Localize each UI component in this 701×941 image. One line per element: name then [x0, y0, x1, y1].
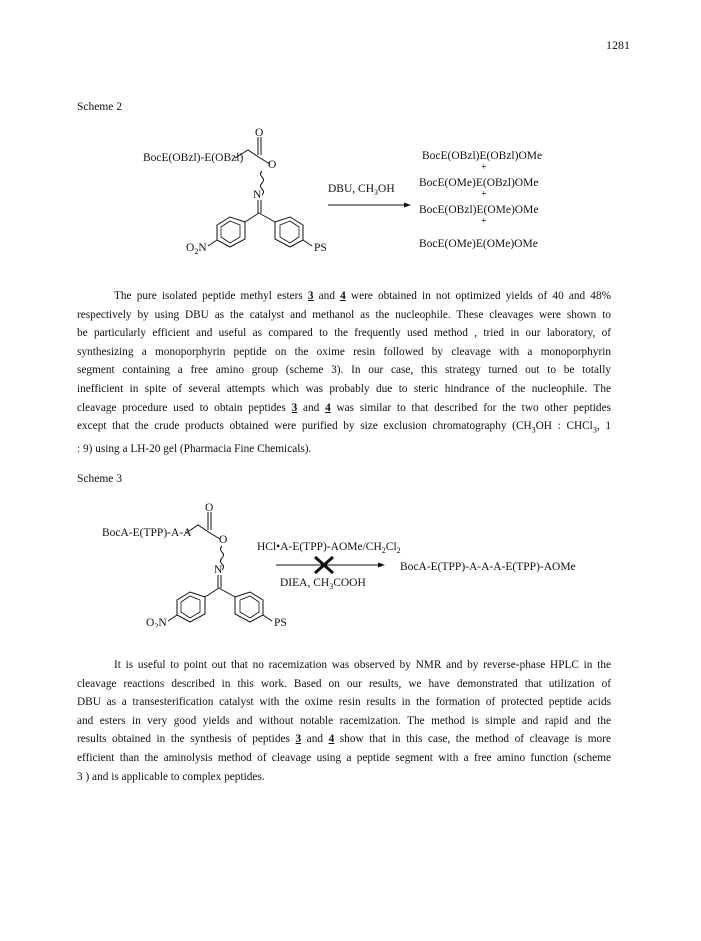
paragraph-1: [77, 287, 611, 459]
paragraph-1-line-1: The pure isolated peptide methyl esters 3 and 4 were obtained in not optimized yields of 40 and 48%: [114, 290, 612, 302]
scheme-2-reagents: DBU, $CH_3OH$: [328, 183, 395, 197]
paragraph-2-line: cleavage reactions described in this work. Based on our results, we have demonstrated that utilization of: [77, 677, 611, 690]
paragraph-1-line: : 9) using a LH-20 gel (Pharmacia Fine Chemicals).: [77, 443, 312, 455]
scheme-3-ester-o: O: [219, 534, 228, 546]
paragraph-1-line: be particularly efficient and useful as compared to the frequently used method , tried in our laboratory, of: [77, 327, 611, 340]
paragraph-2-line: efficient than the aminolysis method of cleavage using a peptide segment with a free amino function (scheme: [77, 751, 611, 764]
scheme-2-reactant-label: BocE(OBzl)-E(OBzl): [143, 152, 244, 164]
scheme-2-product-4: BocE(OMe)E(OMe)OMe: [419, 238, 538, 250]
scheme-3-title: Scheme 3: [77, 473, 123, 485]
paragraph-2-line-5: results obtained in the synthesis of peptides 3 and 4 show that in this case, the method of cleavage is more: [77, 733, 611, 746]
paragraph-1-line: synthesizing a monoporphyrin peptide on the oxime resin followed by cleavage with a monoporphyrin: [77, 345, 611, 358]
paragraph-1-line-7: cleavage procedure used to obtain peptides 3 and 4 was similar to that described for the two other peptides: [77, 401, 611, 414]
scheme-2-oxime-n: N: [253, 189, 262, 201]
scheme-2-product-3: BocE(OBzl)E(OMe)OMe: [419, 204, 539, 216]
paragraph-1-line-8: except that the crude products obtained were purified by size exclusion chromatography ($CH_3OH$ : CHCl$_3$, 1: [77, 420, 611, 435]
paragraph-2: [77, 656, 611, 786]
scheme-3-nitro-label: $O_2N$: [146, 617, 167, 628]
scheme-2-diagram: [0, 125, 701, 255]
scheme-3-oxime-n: N: [214, 564, 223, 576]
scheme-2-plus-2: +: [481, 189, 487, 200]
paragraph-1-line: segment containing a free amino group (scheme 3). In our case, this strategy turned out to be totally: [77, 364, 611, 377]
scheme-2-product-2: BocE(OMe)E(OBzl)OMe: [419, 177, 539, 189]
paragraph-1-line: inefficient in spite of several attempts which was probably due to steric hindrance of the nucleophile. The: [77, 382, 611, 395]
scheme-3-resin-label: PS: [274, 617, 287, 628]
scheme-3-carbonyl-o: O: [205, 502, 214, 514]
page-number: 1281: [606, 38, 630, 52]
scheme-3-reactant-label: BocA-E(TPP)-A-A: [102, 527, 192, 539]
paragraph-2-line: DBU as a transesterification catalyst with the oxime resin results in the formation of protected peptide acids: [77, 696, 611, 709]
scheme-2-nitro-label: $O_2N$: [186, 242, 207, 255]
scheme-2-plus-1: +: [481, 162, 487, 173]
paragraph-1-line: respectively by using DBU as the catalyst and methanol as the nucleophile. These cleavages were shown to: [77, 308, 611, 321]
scheme-3-reagent-bottom: DIEA, $CH_3COOH$: [280, 577, 366, 591]
scheme-2-resin-label: PS: [314, 242, 327, 254]
scheme-2-product-1: BocE(OBzl)E(OBzl)OMe: [422, 150, 543, 162]
scheme-2-ester-o: O: [268, 159, 277, 171]
scheme-2-title: Scheme 2: [77, 101, 123, 113]
paragraph-2-line: and esters in very good yields and without notable racemization. The method is simple and rapid and the: [77, 714, 611, 727]
paragraph-2-line: 3 ) and is applicable to complex peptides.: [77, 770, 265, 783]
scheme-3-product: BocA-E(TPP)-A-A-A-E(TPP)-AOMe: [400, 561, 576, 573]
paragraph-2-line: It is useful to point out that no racemization was observed by NMR and by reverse-phase HPLC in the: [114, 659, 611, 671]
scheme-2-plus-3: +: [481, 216, 487, 227]
scheme-3-diagram: [0, 498, 701, 628]
scheme-2-carbonyl-o: O: [255, 127, 264, 139]
scheme-3-reagent-top: $HCl•A-E(TPP)-AOMe/CH_2Cl_2$: [257, 541, 401, 555]
